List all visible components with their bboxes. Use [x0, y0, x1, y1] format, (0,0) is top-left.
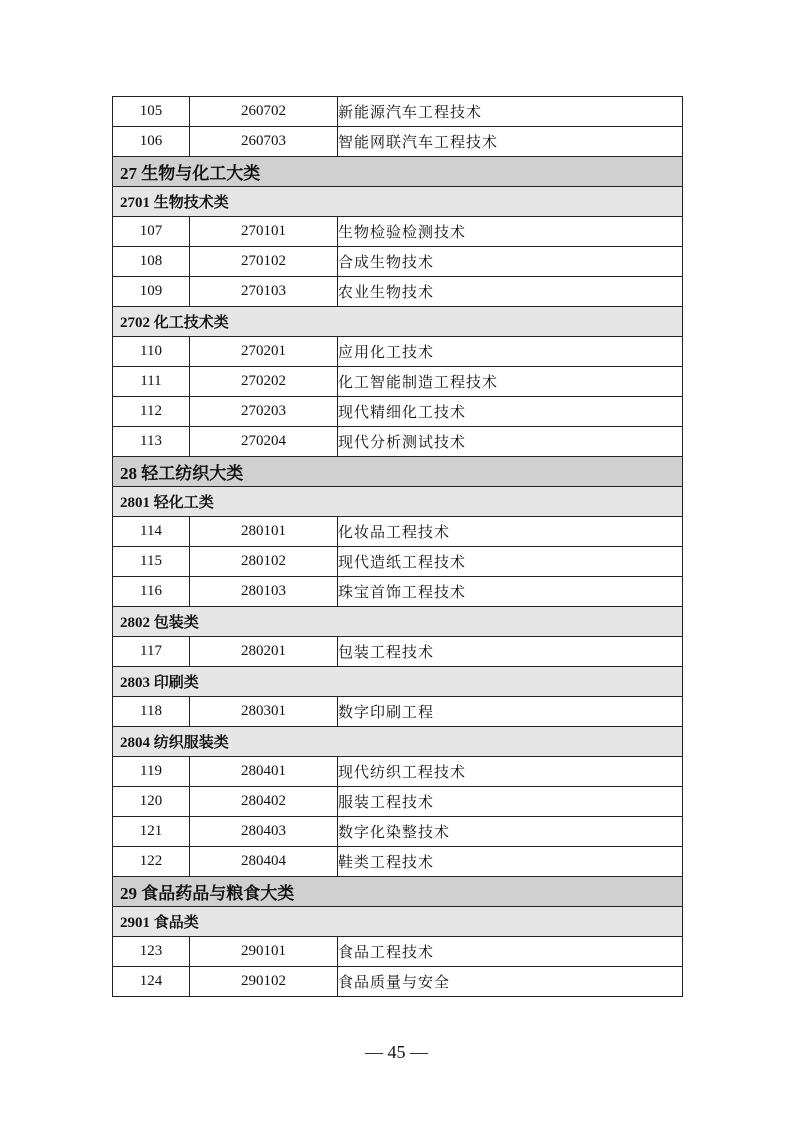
row-number-cell: 112 — [113, 397, 190, 427]
row-number-cell: 123 — [113, 937, 190, 967]
table-row — [113, 397, 683, 427]
major-name-cell: 食品工程技术 — [338, 937, 683, 967]
subcategory-title: 2701 生物技术类 — [113, 187, 683, 217]
major-code-cell: 290101 — [190, 937, 338, 967]
subcategory-title: 2901 食品类 — [113, 907, 683, 937]
subcategory-header-row — [113, 607, 683, 637]
major-name-cell: 现代精细化工技术 — [338, 397, 683, 427]
category-title: 29 食品药品与粮食大类 — [113, 877, 683, 907]
row-number-cell: 121 — [113, 817, 190, 847]
table-row — [113, 637, 683, 667]
major-name-cell: 化妆品工程技术 — [338, 517, 683, 547]
major-name-cell: 现代造纸工程技术 — [338, 547, 683, 577]
major-name-cell: 化工智能制造工程技术 — [338, 367, 683, 397]
row-number-cell: 106 — [113, 127, 190, 157]
row-number-cell: 111 — [113, 367, 190, 397]
subcategory-header-row — [113, 667, 683, 697]
major-code-cell: 270101 — [190, 217, 338, 247]
row-number-cell: 110 — [113, 337, 190, 367]
major-code-cell: 270202 — [190, 367, 338, 397]
table-row — [113, 427, 683, 457]
subcategory-title: 2804 纺织服装类 — [113, 727, 683, 757]
major-code-cell: 280102 — [190, 547, 338, 577]
table-row — [113, 937, 683, 967]
major-code-cell: 280401 — [190, 757, 338, 787]
major-code-cell: 290102 — [190, 967, 338, 997]
subcategory-header-row — [113, 307, 683, 337]
major-code-cell: 270204 — [190, 427, 338, 457]
major-code-cell: 280404 — [190, 847, 338, 877]
row-number-cell: 115 — [113, 547, 190, 577]
major-name-cell: 现代纺织工程技术 — [338, 757, 683, 787]
major-name-cell: 生物检验检测技术 — [338, 217, 683, 247]
category-title: 27 生物与化工大类 — [113, 157, 683, 187]
major-code-cell: 270103 — [190, 277, 338, 307]
row-number-cell: 118 — [113, 697, 190, 727]
major-name-cell: 鞋类工程技术 — [338, 847, 683, 877]
major-code-cell: 270201 — [190, 337, 338, 367]
row-number-cell: 117 — [113, 637, 190, 667]
subcategory-header-row — [113, 187, 683, 217]
table-row — [113, 337, 683, 367]
table-row — [113, 697, 683, 727]
major-name-cell: 数字化染整技术 — [338, 817, 683, 847]
table-row — [113, 547, 683, 577]
subcategory-header-row — [113, 907, 683, 937]
subcategory-title: 2802 包装类 — [113, 607, 683, 637]
subcategory-title: 2702 化工技术类 — [113, 307, 683, 337]
major-code-cell: 270203 — [190, 397, 338, 427]
major-name-cell: 包装工程技术 — [338, 637, 683, 667]
page-number: — 45 — — [365, 1042, 428, 1062]
major-name-cell: 现代分析测试技术 — [338, 427, 683, 457]
major-code-cell: 270102 — [190, 247, 338, 277]
row-number-cell: 119 — [113, 757, 190, 787]
row-number-cell: 113 — [113, 427, 190, 457]
major-name-cell: 珠宝首饰工程技术 — [338, 577, 683, 607]
major-name-cell: 数字印刷工程 — [338, 697, 683, 727]
table-row — [113, 967, 683, 997]
major-code-cell: 260703 — [190, 127, 338, 157]
row-number-cell: 109 — [113, 277, 190, 307]
table-row — [113, 247, 683, 277]
major-catalog-table — [112, 96, 683, 997]
major-name-cell: 新能源汽车工程技术 — [338, 97, 683, 127]
subcategory-header-row — [113, 727, 683, 757]
major-name-cell: 食品质量与安全 — [338, 967, 683, 997]
major-name-cell: 合成生物技术 — [338, 247, 683, 277]
subcategory-title: 2801 轻化工类 — [113, 487, 683, 517]
category-header-row — [113, 457, 683, 487]
major-code-cell: 280301 — [190, 697, 338, 727]
major-name-cell: 智能网联汽车工程技术 — [338, 127, 683, 157]
row-number-cell: 107 — [113, 217, 190, 247]
table-row — [113, 277, 683, 307]
row-number-cell: 124 — [113, 967, 190, 997]
table-row — [113, 517, 683, 547]
table-row — [113, 787, 683, 817]
category-header-row — [113, 877, 683, 907]
table-row — [113, 217, 683, 247]
table-row — [113, 577, 683, 607]
major-code-cell: 280201 — [190, 637, 338, 667]
row-number-cell: 122 — [113, 847, 190, 877]
row-number-cell: 105 — [113, 97, 190, 127]
row-number-cell: 120 — [113, 787, 190, 817]
subcategory-title: 2803 印刷类 — [113, 667, 683, 697]
major-name-cell: 农业生物技术 — [338, 277, 683, 307]
table-row — [113, 97, 683, 127]
row-number-cell: 116 — [113, 577, 190, 607]
table-row — [113, 847, 683, 877]
major-name-cell: 应用化工技术 — [338, 337, 683, 367]
subcategory-header-row — [113, 487, 683, 517]
table-row — [113, 757, 683, 787]
category-header-row — [113, 157, 683, 187]
table-row — [113, 367, 683, 397]
major-code-cell: 260702 — [190, 97, 338, 127]
major-code-cell: 280103 — [190, 577, 338, 607]
table-row — [113, 127, 683, 157]
table-body — [113, 97, 683, 997]
category-title: 28 轻工纺织大类 — [113, 457, 683, 487]
major-name-cell: 服装工程技术 — [338, 787, 683, 817]
major-code-cell: 280101 — [190, 517, 338, 547]
major-code-cell: 280403 — [190, 817, 338, 847]
row-number-cell: 108 — [113, 247, 190, 277]
table-row — [113, 817, 683, 847]
row-number-cell: 114 — [113, 517, 190, 547]
major-code-cell: 280402 — [190, 787, 338, 817]
